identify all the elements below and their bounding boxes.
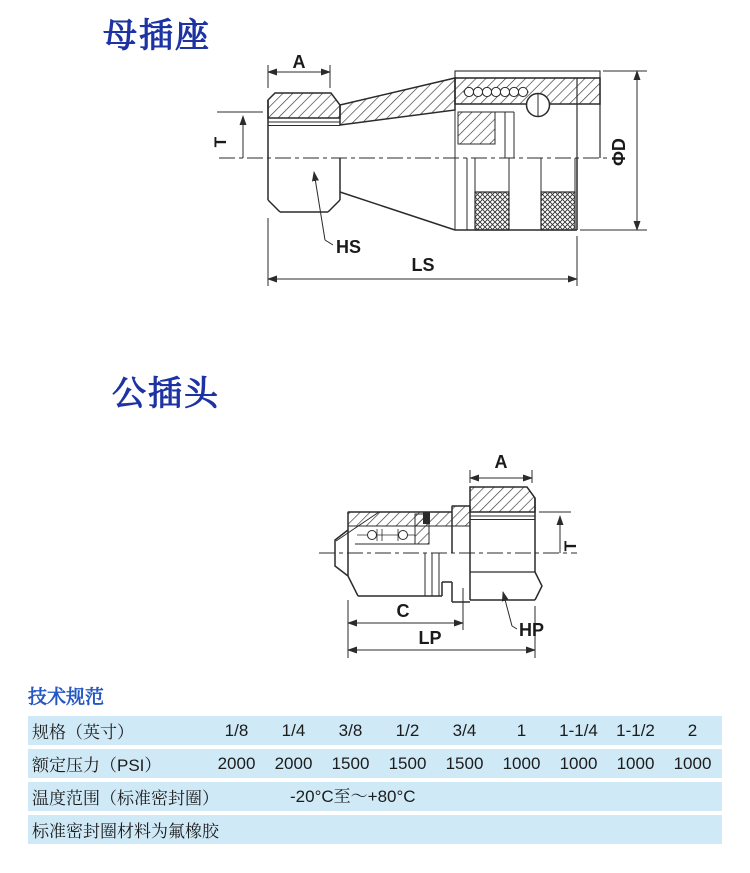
female-dim-label-d: ΦD: [609, 138, 629, 166]
spec-row-pressure: [28, 749, 722, 778]
male-dim-label-a: A: [494, 452, 508, 472]
spec-size-value: 1/4: [281, 720, 306, 740]
spec-temperature-value: -20°C至～+80°C: [290, 787, 416, 806]
male-plug-body: [335, 487, 542, 602]
spec-size-value: 1: [516, 720, 527, 740]
spec-size-value: 1/8: [224, 720, 249, 740]
male-plug-drawing: [315, 448, 595, 663]
male-dim-label-c: C: [396, 601, 410, 621]
male-dim-label-t: T: [561, 540, 580, 552]
spec-pressure-value: 1500: [331, 753, 370, 773]
spec-size-value: 2: [687, 720, 698, 740]
female-socket-body: [268, 71, 600, 230]
female-dim-label-ls: LS: [411, 255, 435, 275]
spec-temperature-label: 温度范围（标准密封圈）: [32, 789, 219, 808]
spec-row-seal-material: [28, 815, 722, 844]
spec-pressure-value: 1500: [388, 753, 427, 773]
spec-pressure-value: 2000: [274, 753, 313, 773]
spec-pressure-value: 1000: [559, 753, 598, 773]
male-dim-label-hp: HP: [519, 620, 545, 640]
spec-size-value: 3/8: [338, 720, 363, 740]
male-dim-label-lp: LP: [418, 628, 442, 648]
spec-pressure-value: 2000: [217, 753, 256, 773]
spec-row-temperature: [28, 782, 722, 811]
female-dim-label-a: A: [292, 52, 306, 72]
female-socket-drawing: [205, 52, 670, 302]
spec-size-value: 1-1/2: [616, 720, 655, 740]
female-dim-label-t: T: [211, 136, 230, 148]
spec-pressure-value: 1000: [616, 753, 655, 773]
female-socket-title: 母插座: [103, 17, 211, 55]
spec-table: [28, 716, 722, 848]
spec-pressure-label: 额定压力（PSI）: [32, 756, 162, 775]
female-dim-label-hs: HS: [336, 237, 362, 257]
specs-heading: 技术规范: [28, 687, 105, 708]
spec-pressure-value: 1500: [445, 753, 484, 773]
spec-size-value: 1-1/4: [559, 720, 598, 740]
spec-pressure-value: 1000: [502, 753, 541, 773]
spec-size-value: 3/4: [452, 720, 477, 740]
spec-size-value: 1/2: [395, 720, 420, 740]
spec-pressure-value: 1000: [673, 753, 712, 773]
male-plug-title: 公插头: [112, 375, 220, 413]
spec-size-label: 规格（英寸）: [32, 723, 134, 742]
spec-seal-material-label: 标准密封圈材料为氟橡胶: [32, 822, 219, 841]
spec-row-size: [28, 716, 722, 745]
